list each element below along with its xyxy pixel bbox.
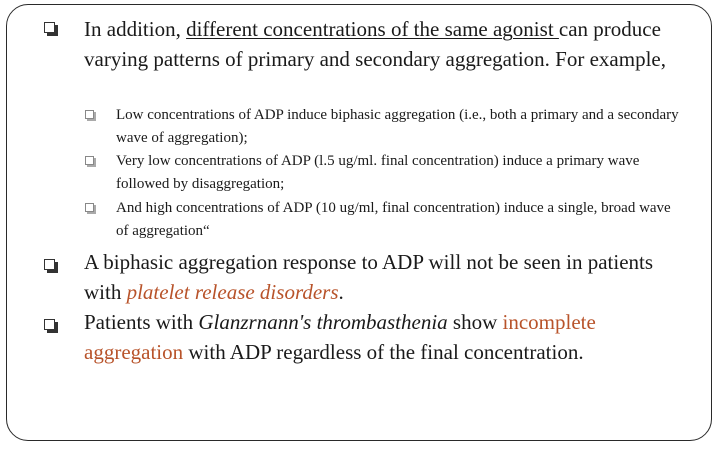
bullet-icon <box>44 22 55 33</box>
sub-bullet-high-adp: And high concentrations of ADP (10 ug/ml, final concentration) induce a single, broad wave of aggregation“ <box>116 200 671 239</box>
bullet-text-concentrations <box>84 14 684 74</box>
bullet2-part2: . <box>338 280 344 304</box>
italic-glanzmann: Glanzrnann's thrombasthenia <box>198 310 448 334</box>
underlined-phrase: different concentrations of the same agonist <box>186 17 559 41</box>
bullet3-part3: with ADP regardless of the final concentration. <box>183 340 584 364</box>
sub-bullet-icon <box>85 156 94 165</box>
bullet-icon <box>44 259 55 270</box>
bullet3-part2: show <box>447 310 503 334</box>
bullet1-part2: can produce varying patterns of primary and secondary aggregation. For example, <box>84 17 666 71</box>
bullet-text-biphasic <box>84 247 684 307</box>
highlight-platelet-release-disorders: platelet release disorders <box>126 280 339 304</box>
bullet1-part1: In addition, <box>84 17 187 41</box>
sub-bullet-icon <box>85 203 94 212</box>
sub-bullet-very-low-adp: Very low concentrations of ADP (l.5 ug/ml. final concentration) induce a primary wave followed by disaggregation; <box>116 153 640 192</box>
bullet2-part1: A biphasic aggregation response to ADP will not be seen in patients with <box>84 250 654 304</box>
sub-bullet-icon <box>85 110 94 119</box>
bullet3-part1: Patients with <box>84 310 199 334</box>
bullet-icon <box>44 319 55 330</box>
highlight-incomplete-aggregation: incomplete aggregation <box>84 310 596 364</box>
bullet-text-glanzmann <box>84 307 684 367</box>
sub-bullet-low-adp: Low concentrations of ADP induce biphasic aggregation (i.e., both a primary and a secondary wave of aggregation); <box>116 107 679 146</box>
